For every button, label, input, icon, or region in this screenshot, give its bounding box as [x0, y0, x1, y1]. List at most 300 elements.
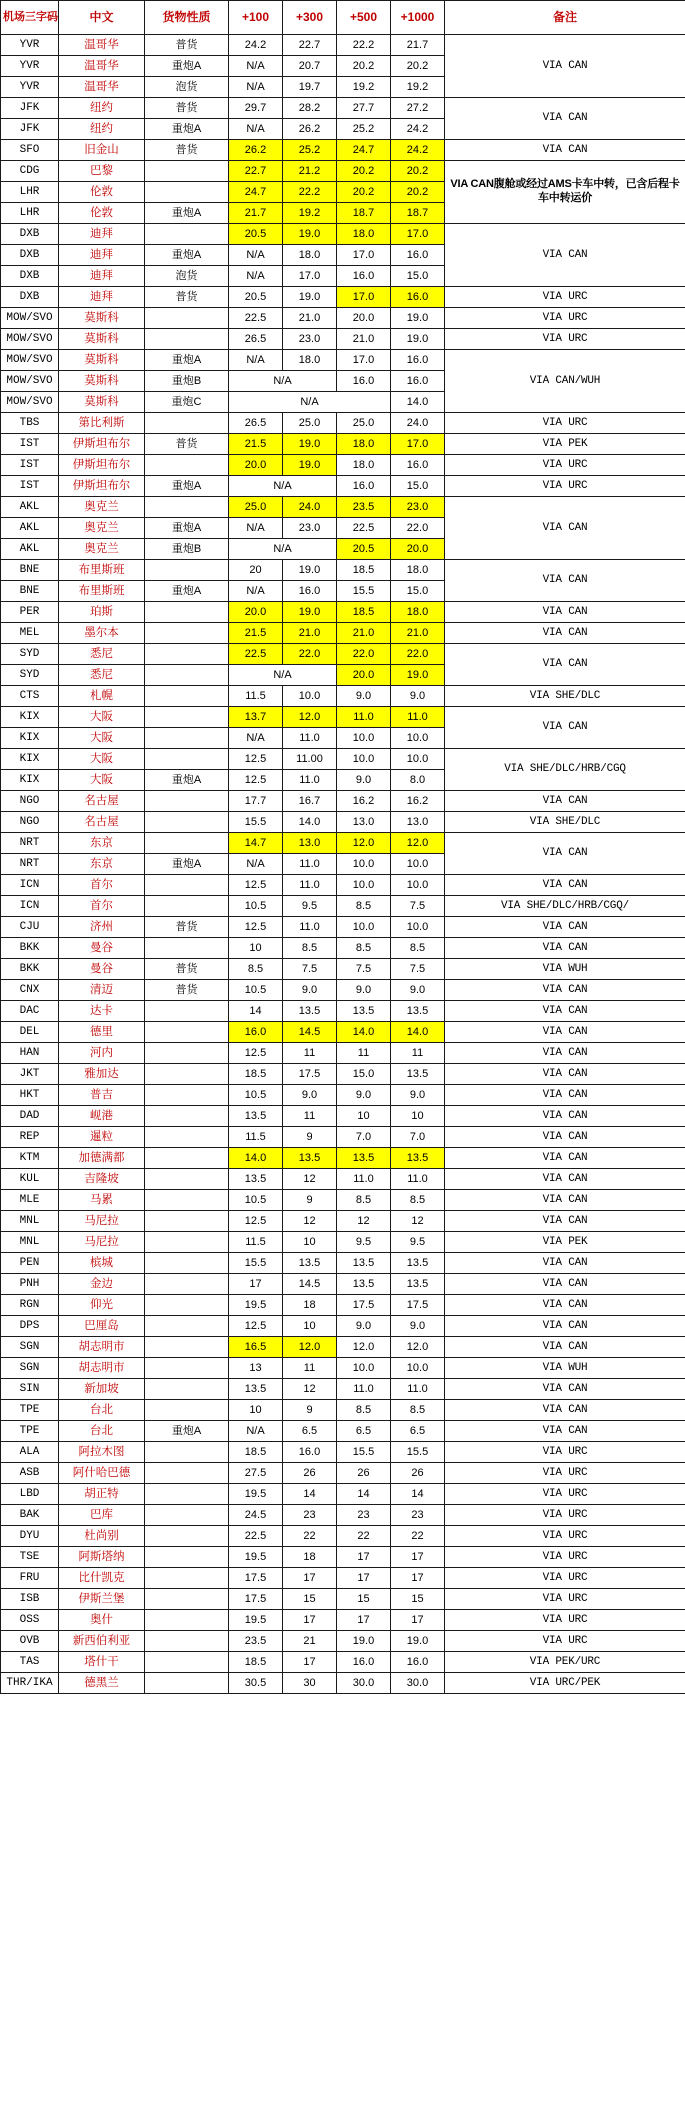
- cell-cargo-type: 泡货: [145, 77, 229, 98]
- cell-rate-plus500: 25.0: [337, 413, 391, 434]
- cell-iata-code: TPE: [1, 1421, 59, 1442]
- cell-cargo-type: [145, 1232, 229, 1253]
- cell-chinese-name: 仰光: [59, 1295, 145, 1316]
- table-row: [1, 1673, 685, 1694]
- cell-rate-plus500: 9.0: [337, 1316, 391, 1337]
- cell-rate-plus300: 21.0: [283, 623, 337, 644]
- cell-rate-plus500: 18.5: [337, 602, 391, 623]
- cell-iata-code: OSS: [1, 1610, 59, 1631]
- cell-rate-plus1000: 17.5: [391, 1295, 445, 1316]
- cell-iata-code: MOW/SVO: [1, 350, 59, 371]
- cell-remark: VIA CAN: [445, 1421, 685, 1442]
- cell-rate-plus1000: 30.0: [391, 1673, 445, 1694]
- table-body: [1, 35, 685, 1694]
- cell-rate-plus300: 19.2: [283, 203, 337, 224]
- cell-cargo-type: [145, 665, 229, 686]
- cell-chinese-name: 首尔: [59, 896, 145, 917]
- cell-rate-plus1000: 10.0: [391, 728, 445, 749]
- cell-rate-plus500: 16.0: [337, 371, 391, 392]
- table-row: [1, 1652, 685, 1673]
- cell-cargo-type: [145, 602, 229, 623]
- cell-rate-plus1000: 17: [391, 1547, 445, 1568]
- table-row: [1, 623, 685, 644]
- cell-chinese-name: 莫斯科: [59, 329, 145, 350]
- cell-iata-code: KIX: [1, 749, 59, 770]
- cell-iata-code: DXB: [1, 224, 59, 245]
- table-row: [1, 224, 685, 245]
- cell-chinese-name: 迪拜: [59, 287, 145, 308]
- cell-chinese-name: 曼谷: [59, 959, 145, 980]
- cell-chinese-name: 岘港: [59, 1106, 145, 1127]
- cell-rate-plus1000: 14: [391, 1484, 445, 1505]
- cell-rate-plus300: 21.0: [283, 308, 337, 329]
- cell-chinese-name: 大阪: [59, 770, 145, 791]
- cell-rate-plus500: 22.5: [337, 518, 391, 539]
- cell-chinese-name: 奥克兰: [59, 518, 145, 539]
- cell-chinese-name: 槟城: [59, 1253, 145, 1274]
- cell-rate-plus100: 26.5: [229, 413, 283, 434]
- cell-remark: VIA URC/PEK: [445, 1673, 685, 1694]
- cell-chinese-name: 莫斯科: [59, 392, 145, 413]
- cell-iata-code: DPS: [1, 1316, 59, 1337]
- cell-rate-plus500: 17: [337, 1610, 391, 1631]
- cell-cargo-type: [145, 1064, 229, 1085]
- cell-remark: VIA CAN: [445, 644, 685, 686]
- cell-rate-plus100: 25.0: [229, 497, 283, 518]
- cell-rate-plus100: 12.5: [229, 749, 283, 770]
- cell-remark: VIA CAN: [445, 1043, 685, 1064]
- cell-cargo-type: 重炮A: [145, 350, 229, 371]
- cell-rate-plus100: 20: [229, 560, 283, 581]
- table-row: [1, 833, 685, 854]
- cell-rate-plus100: 11.5: [229, 1127, 283, 1148]
- cell-cargo-type: [145, 1337, 229, 1358]
- cell-cargo-type: [145, 1463, 229, 1484]
- cell-rate-plus500: 8.5: [337, 1400, 391, 1421]
- cell-rate-plus100: 8.5: [229, 959, 283, 980]
- cell-rate-plus500: 7.5: [337, 959, 391, 980]
- cell-chinese-name: 杜尚别: [59, 1526, 145, 1547]
- table-row: [1, 1631, 685, 1652]
- cell-cargo-type: 重炮A: [145, 476, 229, 497]
- cell-rate-plus300: 11.0: [283, 728, 337, 749]
- cell-rate-plus1000: 14.0: [391, 1022, 445, 1043]
- cell-iata-code: DXB: [1, 287, 59, 308]
- cell-cargo-type: 重炮A: [145, 1421, 229, 1442]
- cell-cargo-type: 普货: [145, 287, 229, 308]
- cell-remark: VIA CAN/WUH: [445, 350, 685, 413]
- table-row: [1, 812, 685, 833]
- cell-rate-plus100: 11.5: [229, 1232, 283, 1253]
- cell-rate-plus300: 19.7: [283, 77, 337, 98]
- table-row: [1, 98, 685, 119]
- cell-iata-code: MNL: [1, 1232, 59, 1253]
- cell-rate-plus1000: 21.7: [391, 35, 445, 56]
- cell-rate-plus1000: 11: [391, 1043, 445, 1064]
- cell-iata-code: BNE: [1, 560, 59, 581]
- cell-iata-code: TSE: [1, 1547, 59, 1568]
- cell-rate-plus300: 18: [283, 1295, 337, 1316]
- cell-chinese-name: 德黑兰: [59, 1673, 145, 1694]
- cell-rate-plus300: 14.5: [283, 1274, 337, 1295]
- cell-rate-plus100: 10.5: [229, 1085, 283, 1106]
- cell-rate-plus100: 24.5: [229, 1505, 283, 1526]
- cell-chinese-name: 名古屋: [59, 791, 145, 812]
- cell-rate-plus500: 17: [337, 1547, 391, 1568]
- cell-iata-code: IST: [1, 476, 59, 497]
- cell-rate-plus300: 28.2: [283, 98, 337, 119]
- cell-cargo-type: 重炮A: [145, 245, 229, 266]
- cell-remark: VIA CAN: [445, 980, 685, 1001]
- cell-remark: VIA CAN: [445, 791, 685, 812]
- cell-cargo-type: [145, 896, 229, 917]
- cell-rate-plus100: 26.2: [229, 140, 283, 161]
- cell-remark: VIA CAN: [445, 560, 685, 602]
- cell-cargo-type: [145, 497, 229, 518]
- cell-cargo-type: [145, 833, 229, 854]
- cell-rate-plus100: N/A: [229, 539, 337, 560]
- cell-iata-code: MLE: [1, 1190, 59, 1211]
- cell-rate-plus500: 21.0: [337, 623, 391, 644]
- cell-rate-plus1000: 19.0: [391, 665, 445, 686]
- cell-rate-plus1000: 20.0: [391, 539, 445, 560]
- cell-iata-code: ISB: [1, 1589, 59, 1610]
- cell-rate-plus100: 20.0: [229, 602, 283, 623]
- cell-iata-code: KTM: [1, 1148, 59, 1169]
- cell-chinese-name: 马尼拉: [59, 1211, 145, 1232]
- cell-cargo-type: [145, 1442, 229, 1463]
- cell-rate-plus500: 24.7: [337, 140, 391, 161]
- cell-chinese-name: 温哥华: [59, 77, 145, 98]
- cell-rate-plus300: 9: [283, 1400, 337, 1421]
- cell-rate-plus500: 17.0: [337, 245, 391, 266]
- cell-rate-plus500: 10.0: [337, 1358, 391, 1379]
- cell-rate-plus500: 10.0: [337, 749, 391, 770]
- cell-rate-plus300: 11.0: [283, 854, 337, 875]
- table-row: [1, 560, 685, 581]
- cell-cargo-type: [145, 1190, 229, 1211]
- cell-rate-plus500: 13.5: [337, 1274, 391, 1295]
- cell-iata-code: DXB: [1, 266, 59, 287]
- cell-iata-code: RGN: [1, 1295, 59, 1316]
- cell-rate-plus1000: 20.2: [391, 182, 445, 203]
- table-row: [1, 1547, 685, 1568]
- cell-cargo-type: 普货: [145, 98, 229, 119]
- cell-remark: VIA CAN: [445, 1253, 685, 1274]
- cell-chinese-name: 德里: [59, 1022, 145, 1043]
- cell-chinese-name: 巴黎: [59, 161, 145, 182]
- cell-rate-plus500: 19.0: [337, 1631, 391, 1652]
- cell-chinese-name: 大阪: [59, 707, 145, 728]
- cell-rate-plus500: 8.5: [337, 1190, 391, 1211]
- cell-rate-plus100: 10.5: [229, 1190, 283, 1211]
- cell-rate-plus1000: 19.2: [391, 77, 445, 98]
- cell-rate-plus300: 6.5: [283, 1421, 337, 1442]
- cell-rate-plus1000: 17: [391, 1610, 445, 1631]
- cell-rate-plus100: 11.5: [229, 686, 283, 707]
- cell-cargo-type: [145, 1610, 229, 1631]
- cell-rate-plus500: 15.5: [337, 1442, 391, 1463]
- cell-remark: VIA SHE/DLC/HRB/CGQ/: [445, 896, 685, 917]
- cell-rate-plus300: 9: [283, 1127, 337, 1148]
- cell-rate-plus1000: 16.0: [391, 245, 445, 266]
- table-row: [1, 455, 685, 476]
- cell-rate-plus500: 17: [337, 1568, 391, 1589]
- cell-rate-plus300: 10: [283, 1316, 337, 1337]
- cell-rate-plus500: 30.0: [337, 1673, 391, 1694]
- cell-rate-plus1000: 13.0: [391, 812, 445, 833]
- cell-chinese-name: 新加坡: [59, 1379, 145, 1400]
- cell-rate-plus100: 15.5: [229, 1253, 283, 1274]
- cell-rate-plus300: 12: [283, 1169, 337, 1190]
- cell-iata-code: AKL: [1, 518, 59, 539]
- cell-rate-plus500: 10.0: [337, 728, 391, 749]
- cell-chinese-name: 莫斯科: [59, 371, 145, 392]
- cell-rate-plus1000: 13.5: [391, 1064, 445, 1085]
- cell-cargo-type: 重炮B: [145, 371, 229, 392]
- column-header-cargo-type: 货物性质: [145, 1, 229, 35]
- cell-cargo-type: [145, 1358, 229, 1379]
- cell-rate-plus500: 13.5: [337, 1148, 391, 1169]
- cell-rate-plus1000: 9.5: [391, 1232, 445, 1253]
- table-row: [1, 1190, 685, 1211]
- cell-cargo-type: 重炮A: [145, 581, 229, 602]
- cell-rate-plus300: 13.5: [283, 1001, 337, 1022]
- cell-rate-plus1000: 24.2: [391, 140, 445, 161]
- cell-rate-plus100: 19.5: [229, 1547, 283, 1568]
- cell-rate-plus500: 20.2: [337, 161, 391, 182]
- cell-rate-plus500: 10.0: [337, 854, 391, 875]
- cell-iata-code: NGO: [1, 812, 59, 833]
- cell-cargo-type: 重炮A: [145, 770, 229, 791]
- cell-rate-plus500: 7.0: [337, 1127, 391, 1148]
- cell-rate-plus100: 13: [229, 1358, 283, 1379]
- table-row: [1, 1505, 685, 1526]
- cell-cargo-type: [145, 623, 229, 644]
- cell-remark: VIA CAN: [445, 938, 685, 959]
- cell-rate-plus100: 23.5: [229, 1631, 283, 1652]
- cell-chinese-name: 东京: [59, 854, 145, 875]
- cell-rate-plus100: 19.5: [229, 1484, 283, 1505]
- cell-rate-plus1000: 18.0: [391, 602, 445, 623]
- cell-rate-plus100: 13.5: [229, 1106, 283, 1127]
- cell-rate-plus100: N/A: [229, 56, 283, 77]
- cell-rate-plus100: 18.5: [229, 1652, 283, 1673]
- cell-rate-plus1000: 16.0: [391, 371, 445, 392]
- cell-cargo-type: [145, 1589, 229, 1610]
- cell-iata-code: LHR: [1, 203, 59, 224]
- cell-chinese-name: 胡正特: [59, 1484, 145, 1505]
- cell-rate-plus300: 17.5: [283, 1064, 337, 1085]
- cell-remark: VIA CAN: [445, 1400, 685, 1421]
- cell-rate-plus1000: 11.0: [391, 1169, 445, 1190]
- cell-rate-plus500: 11: [337, 1043, 391, 1064]
- cell-chinese-name: 奥什: [59, 1610, 145, 1631]
- table-row: [1, 1274, 685, 1295]
- cell-iata-code: AKL: [1, 539, 59, 560]
- cell-chinese-name: 纽约: [59, 119, 145, 140]
- cell-rate-plus100: N/A: [229, 245, 283, 266]
- cell-iata-code: NRT: [1, 833, 59, 854]
- cell-iata-code: LHR: [1, 182, 59, 203]
- cell-remark: VIA CAN: [445, 602, 685, 623]
- cell-rate-plus100: 16.0: [229, 1022, 283, 1043]
- cell-chinese-name: 悉尼: [59, 665, 145, 686]
- cell-rate-plus1000: 19.0: [391, 1631, 445, 1652]
- cell-rate-plus300: 30: [283, 1673, 337, 1694]
- cell-cargo-type: [145, 1652, 229, 1673]
- cell-iata-code: JFK: [1, 119, 59, 140]
- cell-cargo-type: [145, 1673, 229, 1694]
- cell-chinese-name: 温哥华: [59, 35, 145, 56]
- column-header-chinese: 中文: [59, 1, 145, 35]
- cell-chinese-name: 曼谷: [59, 938, 145, 959]
- table-row: [1, 1379, 685, 1400]
- cell-remark: VIA CAN: [445, 1064, 685, 1085]
- cell-remark: VIA CAN: [445, 1001, 685, 1022]
- table-row: [1, 1463, 685, 1484]
- table-row: [1, 1589, 685, 1610]
- table-row: [1, 434, 685, 455]
- cell-cargo-type: 普货: [145, 959, 229, 980]
- cell-rate-plus1000: 24.2: [391, 119, 445, 140]
- cell-remark: VIA CAN: [445, 1022, 685, 1043]
- cell-cargo-type: [145, 791, 229, 812]
- cell-cargo-type: 重炮A: [145, 119, 229, 140]
- cell-rate-plus500: 18.0: [337, 224, 391, 245]
- cell-remark: VIA CAN: [445, 917, 685, 938]
- cell-remark: VIA CAN: [445, 1274, 685, 1295]
- cell-rate-plus1000: 17.0: [391, 224, 445, 245]
- cell-rate-plus1000: 11.0: [391, 707, 445, 728]
- cell-chinese-name: 雅加达: [59, 1064, 145, 1085]
- cell-rate-plus500: 18.7: [337, 203, 391, 224]
- cell-rate-plus500: 26: [337, 1463, 391, 1484]
- cell-rate-plus100: 18.5: [229, 1064, 283, 1085]
- cell-rate-plus500: 10.0: [337, 875, 391, 896]
- cell-rate-plus100: N/A: [229, 665, 337, 686]
- cell-remark: VIA PEK: [445, 1232, 685, 1253]
- cell-iata-code: IST: [1, 455, 59, 476]
- cell-rate-plus100: N/A: [229, 371, 337, 392]
- cell-cargo-type: [145, 875, 229, 896]
- cell-rate-plus500: 9.0: [337, 686, 391, 707]
- cell-iata-code: MOW/SVO: [1, 308, 59, 329]
- cell-rate-plus300: 16.0: [283, 581, 337, 602]
- cell-rate-plus500: 9.0: [337, 980, 391, 1001]
- cell-remark: VIA URC: [445, 329, 685, 350]
- cell-remark: VIA URC: [445, 1547, 685, 1568]
- cell-rate-plus1000: 18.0: [391, 560, 445, 581]
- cell-rate-plus300: 19.0: [283, 434, 337, 455]
- cell-iata-code: YVR: [1, 77, 59, 98]
- cell-chinese-name: 加德满都: [59, 1148, 145, 1169]
- cell-rate-plus1000: 12.0: [391, 1337, 445, 1358]
- cell-remark: VIA URC: [445, 1505, 685, 1526]
- cell-rate-plus1000: 20.2: [391, 56, 445, 77]
- cell-rate-plus500: 25.2: [337, 119, 391, 140]
- table-row: [1, 413, 685, 434]
- cell-iata-code: TBS: [1, 413, 59, 434]
- cell-iata-code: FRU: [1, 1568, 59, 1589]
- cell-rate-plus300: 9.0: [283, 980, 337, 1001]
- cell-chinese-name: 悉尼: [59, 644, 145, 665]
- cell-rate-plus1000: 10.0: [391, 875, 445, 896]
- cell-cargo-type: [145, 329, 229, 350]
- cell-iata-code: ALA: [1, 1442, 59, 1463]
- cell-iata-code: KIX: [1, 770, 59, 791]
- cell-rate-plus300: 21: [283, 1631, 337, 1652]
- cell-rate-plus100: N/A: [229, 392, 391, 413]
- cell-rate-plus500: 11.0: [337, 1379, 391, 1400]
- cell-rate-plus500: 10: [337, 1106, 391, 1127]
- table-row: [1, 35, 685, 56]
- cell-iata-code: TAS: [1, 1652, 59, 1673]
- cell-rate-plus300: 11.00: [283, 749, 337, 770]
- cell-rate-plus1000: 9.0: [391, 1316, 445, 1337]
- cell-rate-plus100: 20.5: [229, 224, 283, 245]
- cell-rate-plus1000: 16.2: [391, 791, 445, 812]
- cell-rate-plus100: 24.7: [229, 182, 283, 203]
- cell-chinese-name: 新西伯利亚: [59, 1631, 145, 1652]
- table-row: [1, 1568, 685, 1589]
- cell-rate-plus300: 23.0: [283, 518, 337, 539]
- cell-cargo-type: [145, 1043, 229, 1064]
- cell-remark: VIA CAN: [445, 1337, 685, 1358]
- cell-rate-plus100: 12.5: [229, 1043, 283, 1064]
- cell-rate-plus500: 14: [337, 1484, 391, 1505]
- table-row: [1, 1001, 685, 1022]
- cell-iata-code: YVR: [1, 56, 59, 77]
- cell-chinese-name: 札幌: [59, 686, 145, 707]
- cell-cargo-type: [145, 812, 229, 833]
- cell-rate-plus100: 20.0: [229, 455, 283, 476]
- cell-rate-plus100: N/A: [229, 728, 283, 749]
- cell-remark: VIA CAN: [445, 1148, 685, 1169]
- column-header-plus300: +300: [283, 1, 337, 35]
- table-header: [1, 1, 685, 35]
- cell-iata-code: BAK: [1, 1505, 59, 1526]
- cell-rate-plus100: 21.5: [229, 623, 283, 644]
- cell-rate-plus1000: 16.0: [391, 287, 445, 308]
- cell-rate-plus500: 19.2: [337, 77, 391, 98]
- cell-cargo-type: [145, 1505, 229, 1526]
- cell-chinese-name: 奥克兰: [59, 497, 145, 518]
- cell-rate-plus500: 17.0: [337, 287, 391, 308]
- cell-cargo-type: [145, 707, 229, 728]
- cell-rate-plus500: 16.0: [337, 476, 391, 497]
- cell-rate-plus300: 18: [283, 1547, 337, 1568]
- cell-cargo-type: [145, 413, 229, 434]
- cell-remark: VIA CAN: [445, 1379, 685, 1400]
- cell-rate-plus300: 16.7: [283, 791, 337, 812]
- cell-cargo-type: [145, 1631, 229, 1652]
- cell-rate-plus100: 17.5: [229, 1589, 283, 1610]
- cell-cargo-type: [145, 182, 229, 203]
- cell-cargo-type: [145, 938, 229, 959]
- cell-rate-plus300: 11.0: [283, 770, 337, 791]
- cell-rate-plus100: 29.7: [229, 98, 283, 119]
- cell-rate-plus300: 12: [283, 1379, 337, 1400]
- cell-rate-plus100: 13.5: [229, 1379, 283, 1400]
- cell-cargo-type: [145, 1295, 229, 1316]
- cell-rate-plus100: 17: [229, 1274, 283, 1295]
- cell-rate-plus1000: 14.0: [391, 392, 445, 413]
- cell-rate-plus500: 12.0: [337, 1337, 391, 1358]
- cell-iata-code: SYD: [1, 644, 59, 665]
- cell-rate-plus100: 10.5: [229, 896, 283, 917]
- cell-remark: VIA CAN: [445, 833, 685, 875]
